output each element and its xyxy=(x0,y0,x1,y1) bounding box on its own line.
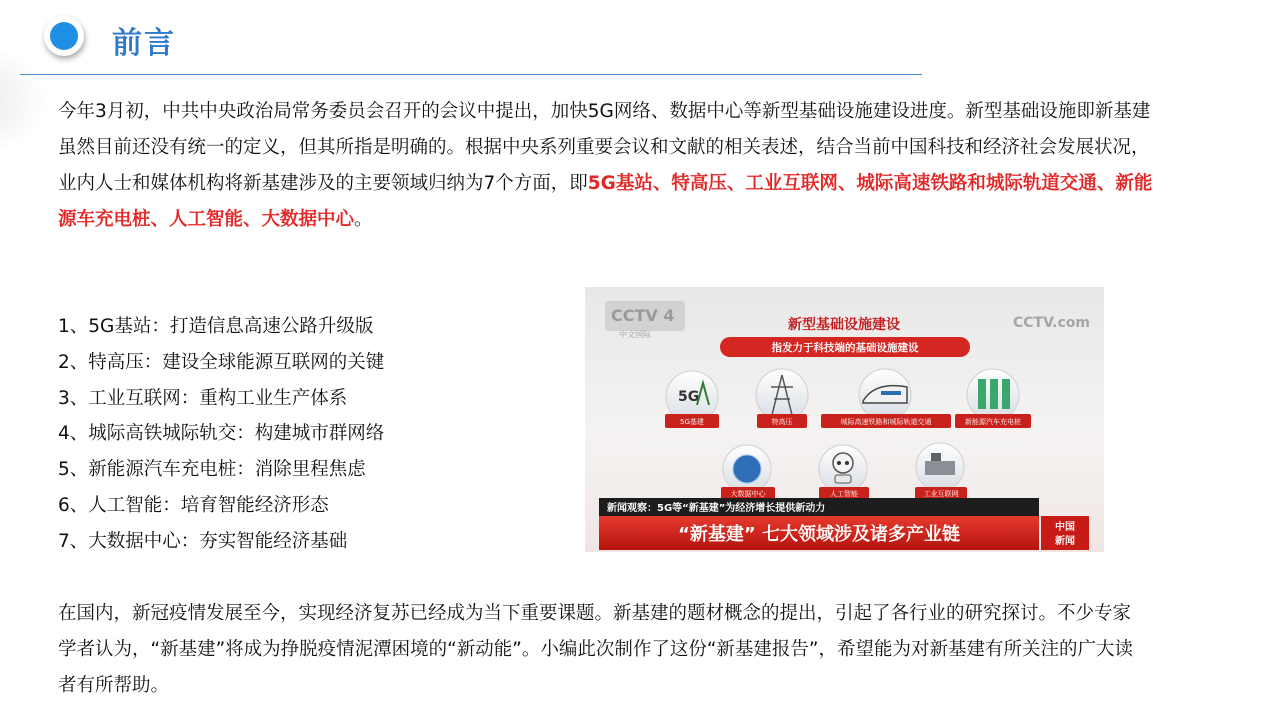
icon-label: 人工智能 xyxy=(830,490,858,498)
robot-icon xyxy=(819,445,867,493)
list-item: 2、特高压：建设全球能源互联网的关键 xyxy=(58,351,385,373)
list-item: 6、人工智能：培育智能经济形态 xyxy=(58,494,329,516)
icon-label: 工业互联网 xyxy=(923,490,959,498)
areas-list xyxy=(58,309,538,560)
icon-label: 特高压 xyxy=(771,418,793,426)
corner-shadow-decoration xyxy=(0,40,50,160)
news-screenshot-image xyxy=(585,287,1104,552)
outro-paragraph: 在国内，新冠疫情发展至今，实现经济复苏已经成为当下重要课题。新基建的题材概念的提出，引起了各行业的研究探讨。不少专家学者认为，“新基建”将成为挣脱疫情泥潭困境的“新动能”。小编此次制作了这份“新基建报告”，希望能为对新基建有所关注的广大读者有所帮助。 xyxy=(58,603,1134,696)
big-data-globe-icon xyxy=(723,445,771,493)
banner-title: 新型基础设施建设 xyxy=(788,317,900,333)
cctv-watermark: CCTV.com xyxy=(1013,315,1090,331)
intro-highlight: 5G基站、特高压、工业互联网、城际高速铁路和城际轨道交通、新能源车充电桩、人工智能、大数据中心 xyxy=(58,173,1153,230)
icon-label: 新能源汽车充电桩 xyxy=(965,418,1021,426)
title-bullet-inner xyxy=(50,22,78,50)
intro-text: 今年3月初，中共中央政治局常务委员会召开的会议中提出，加快5G网络、数据中心等新型基础设施建设进度。新型基础设施即新基建虽然目前还没有统一的定义，但其所指是明确的。根据中央系列重要会议和文献的相关表述，结合当前中国科技和经济社会发展状况，业内人士和媒体机构将新基建涉及的主要领域归纳为7个方面，即 xyxy=(58,101,1151,194)
cctv4-logo-text: CCTV 4 xyxy=(611,306,675,325)
badge-line-1: 中国 xyxy=(1055,522,1075,533)
icon-label: 城际高速铁路和城际轨道交通 xyxy=(840,418,932,426)
list-item: 5、新能源汽车充电桩：消除里程焦虑 xyxy=(58,459,366,481)
news-headline: “新基建” 七大领域涉及诸多产业链 xyxy=(678,524,960,545)
title-bullet-icon xyxy=(44,16,84,56)
list-item: 1、5G基站：打造信息高速公路升级版 xyxy=(58,316,374,337)
slide-title: 前言 xyxy=(112,26,176,61)
icon-label: 大数据中心 xyxy=(730,490,766,498)
title-underline xyxy=(20,74,922,75)
svg-text:5G: 5G xyxy=(678,389,700,405)
icon-label: 5G基建 xyxy=(680,418,704,426)
list-item: 7、大数据中心：夯实智能经济基础 xyxy=(58,530,348,552)
intro-paragraph xyxy=(58,94,1158,238)
badge-line-2: 新闻 xyxy=(1055,536,1075,547)
industrial-machine-icon xyxy=(916,443,964,491)
list-item: 3、工业互联网：重构工业生产体系 xyxy=(58,387,348,409)
charging-pile-icon xyxy=(967,369,1019,421)
intro-end: 。 xyxy=(354,209,373,230)
banner-subtitle: 指发力于科技端的基础设施建设 xyxy=(771,342,919,354)
power-pylon-icon xyxy=(756,369,808,421)
cctv4-logo xyxy=(605,301,685,339)
high-speed-train-icon xyxy=(859,369,911,421)
list-item: 4、城际高铁城际轨交：构建城市群网络 xyxy=(58,423,385,445)
news-ticker: 新闻观察：5G等“新基建”为经济增长提供新动力 xyxy=(607,503,826,514)
cctv4-logo-sub: 中文国际 xyxy=(619,330,651,339)
